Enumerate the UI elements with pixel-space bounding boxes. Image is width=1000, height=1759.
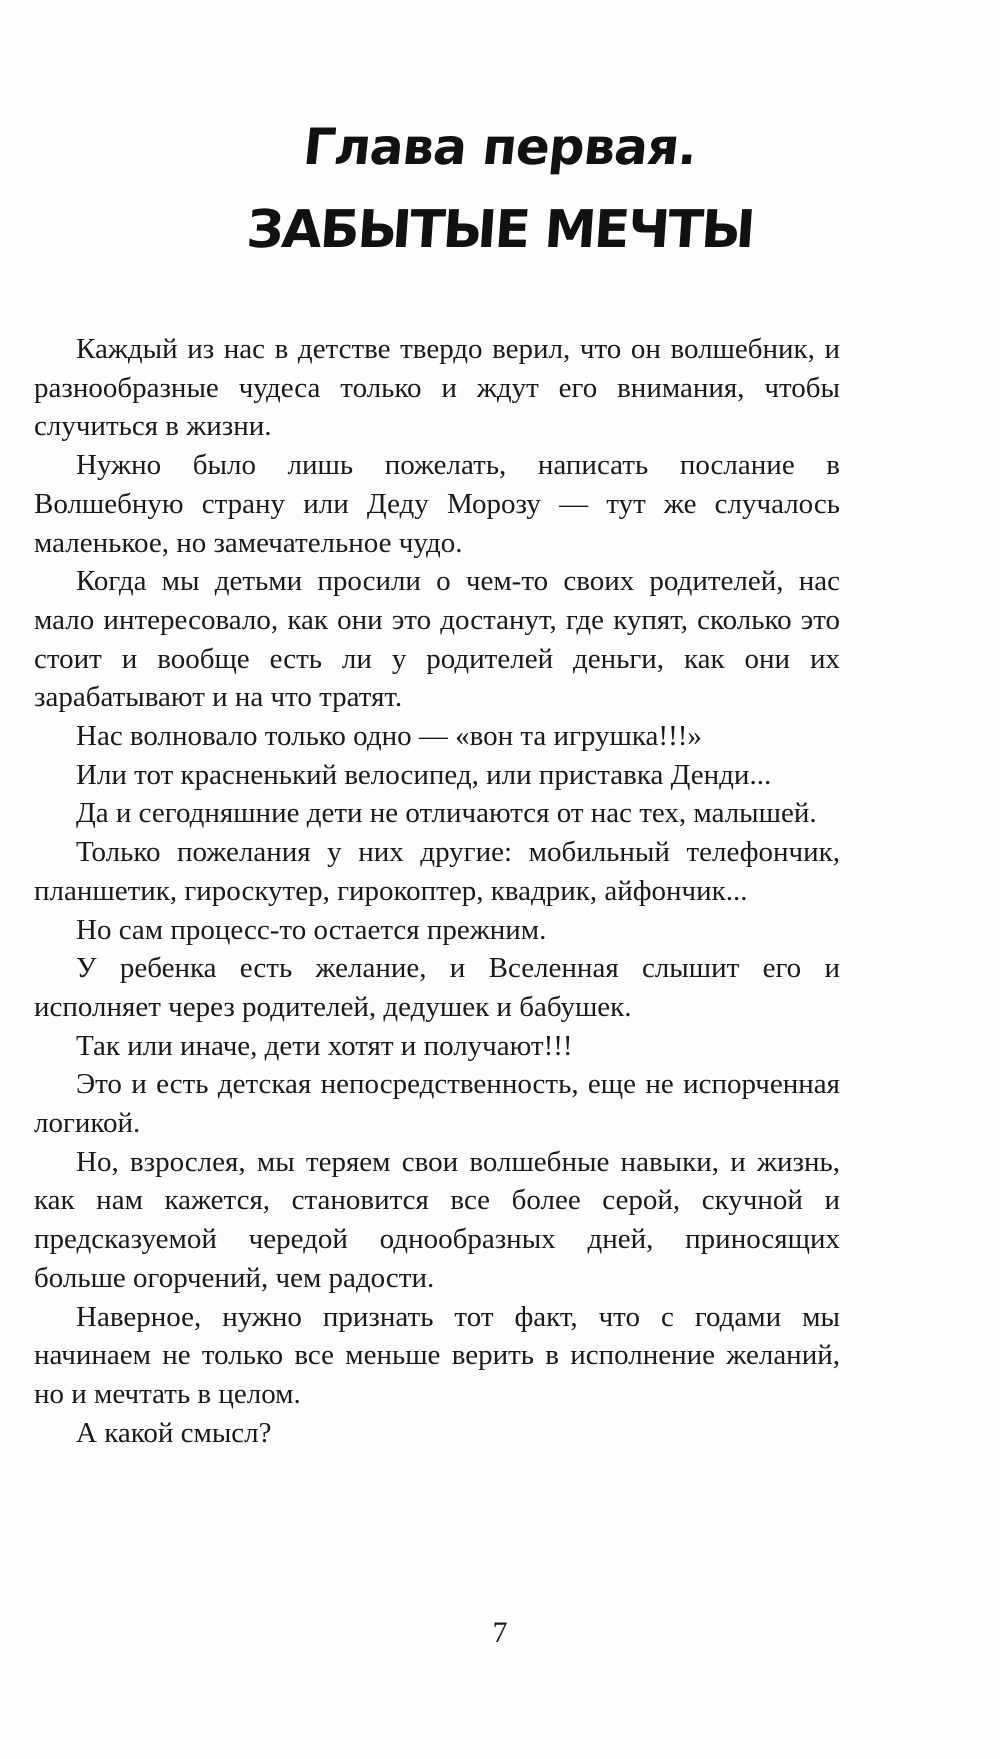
- paragraph: А какой смысл?: [76, 1416, 272, 1449]
- paragraph: Но, взрослея, мы теряем свои волшебные навыки, и жизнь, как нам кажется, становится все более серой, скучной и предсказуемой чередой однообразных дней, приносящих больше огорчений, чем радости.: [34, 1145, 840, 1294]
- chapter-title: ЗАБЫТЫЕ МЕЧТЫ: [244, 200, 756, 260]
- chapter-label: Глава первая.: [300, 118, 700, 176]
- paragraph: Когда мы детьми просили о чем-то своих родителей, нас мало интересовало, как они это достанут, где купят, сколько это стоит и вообще есть ли у родителей деньги, как они их зарабатывают и на что тратят.: [34, 565, 840, 714]
- paragraph: Да и сегодняшние дети не отличаются от нас тех, малышей.: [76, 797, 817, 830]
- paragraph: У ребенка есть желание, и Вселенная слышит его и исполняет через родителей, дедушек и бабушек.: [34, 952, 840, 1023]
- paragraph: Это и есть детская непосредственность, еще не испорченная логикой.: [34, 1068, 840, 1140]
- paragraph: Так или иначе, дети хотят и получают!!!: [76, 1029, 573, 1062]
- paragraph: Только пожелания у них другие: мобильный телефончик, планшетик, гироскутер, гирокоптер, квадрик, айфончик...: [34, 836, 840, 907]
- paragraph: Но сам процесс-то остается прежним.: [76, 913, 547, 946]
- paragraph: Нас волновало только одно — «вон та игрушка!!!»: [76, 720, 702, 753]
- paragraph: Или тот красненький велосипед, или приставка Денди...: [76, 758, 772, 791]
- paragraph: Каждый из нас в детстве твердо верил, что он волшебник, и разнообразные чудеса только и ждут его внимания, чтобы случиться в жизни.: [34, 333, 840, 443]
- body-text: [34, 330, 840, 1452]
- paragraph: Нужно было лишь пожелать, написать послание в Волшебную страну или Деду Морозу — тут же случалось маленькое, но замечательное чудо.: [34, 449, 840, 559]
- paragraph: Наверное, нужно признать тот факт, что с годами мы начинаем не только все меньше верить в исполнение желаний, но и мечтать в целом.: [34, 1300, 840, 1410]
- page-number: 7: [492, 1616, 508, 1649]
